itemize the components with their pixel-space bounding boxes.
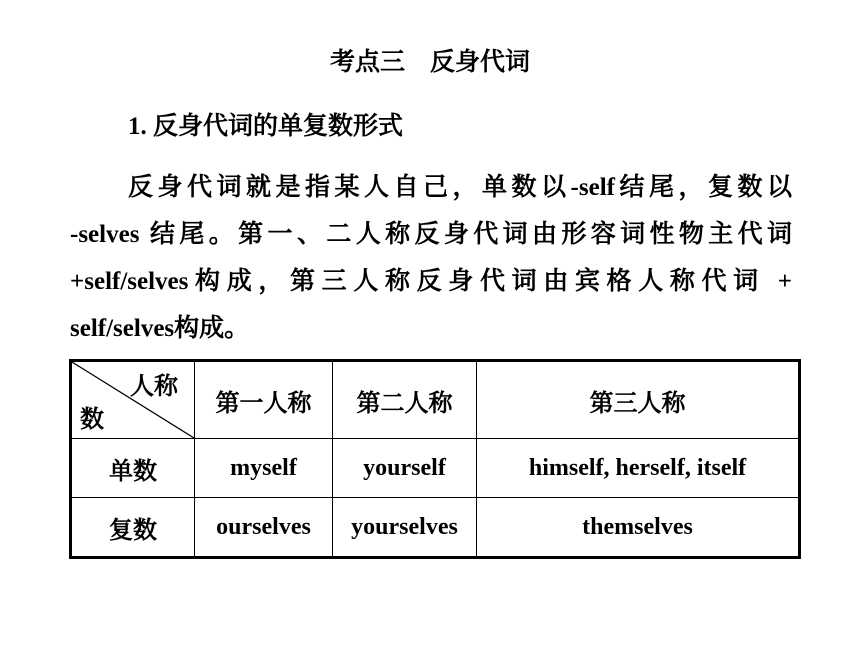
explanation-paragraph (70, 164, 792, 352)
table-row (71, 439, 800, 498)
section-subtitle: 1. 反身代词的单复数形式 (128, 113, 404, 140)
table-cell: yourselves (333, 498, 477, 558)
table-cell: themselves (477, 498, 800, 558)
corner-label-number: 数 (80, 407, 104, 433)
table-cell: himself, herself, itself (477, 439, 800, 498)
paragraph-line: self/selves构成。 (70, 315, 250, 342)
paragraph-line: +self/selves构成，第三人称反身代词由宾格人称代词 + (70, 268, 792, 295)
table-cell: myself (195, 439, 333, 498)
header-first-person: 第一人称 (195, 361, 333, 439)
table-row (71, 498, 800, 558)
paragraph-line: 反身代词就是指某人自己，单数以-self结尾，复数以 (128, 174, 792, 201)
table-corner-cell (71, 361, 195, 439)
table-cell: yourself (333, 439, 477, 498)
corner-label-person: 人称 (130, 374, 178, 400)
table-cell: ourselves (195, 498, 333, 558)
row-label-singular: 单数 (71, 439, 195, 498)
page-title: 考点三 反身代词 (329, 49, 530, 76)
paragraph-line: -selves 结尾。第一、二人称反身代词由形容词性物主代词 (70, 221, 792, 248)
row-label-plural: 复数 (71, 498, 195, 558)
header-second-person: 第二人称 (333, 361, 477, 439)
header-third-person: 第三人称 (477, 361, 800, 439)
reflexive-pronoun-table (69, 359, 801, 559)
table-header-row (71, 361, 800, 439)
